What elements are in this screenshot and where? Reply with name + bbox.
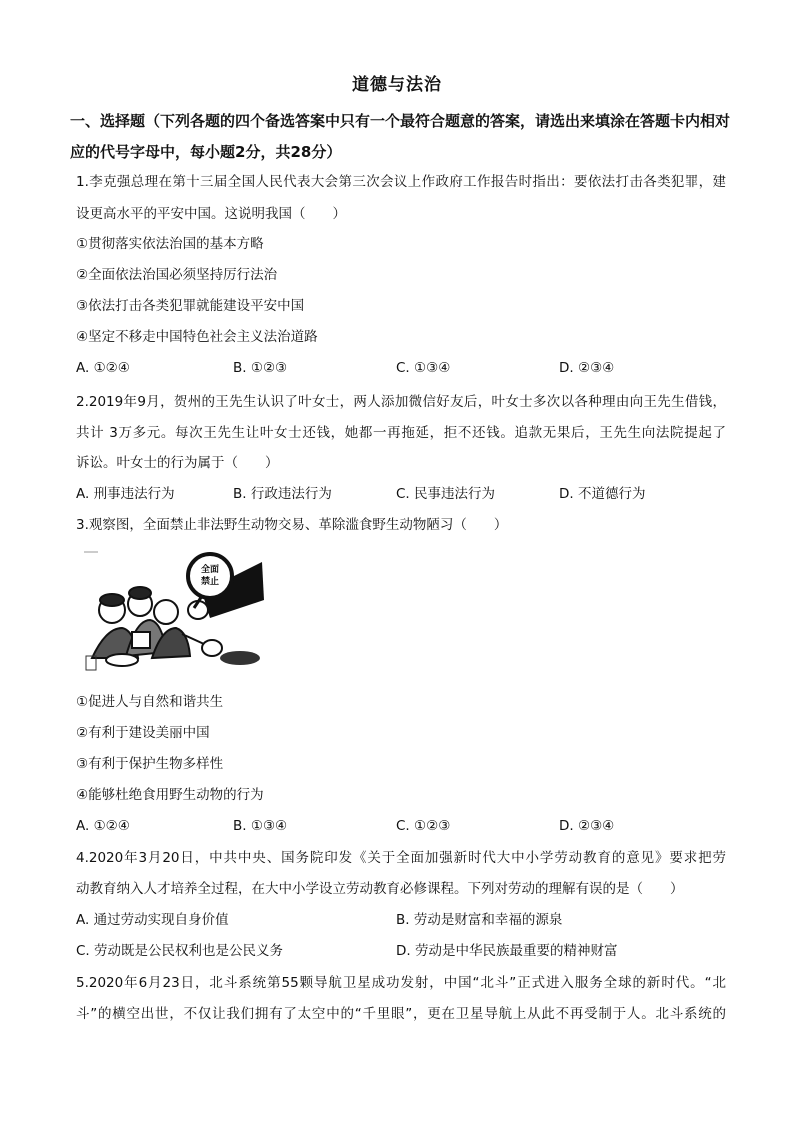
q1-statement-4: ④坚定不移走中国特色社会主义法治道路	[76, 329, 318, 345]
q2-option-d: D. 不道德行为	[559, 486, 646, 502]
q4-stem-line-1: 4.2020年3月20日，中共中央、国务院印发《关于全面加强新时代大中小学劳动教育的意见》要求把劳	[76, 850, 726, 866]
q2-stem-line-1: 2.2019年9月，贺州的王先生认识了叶女士，两人添加微信好友后，叶女士多次以各种理由向王先生借钱，	[76, 394, 726, 410]
q1-stem-line-2: 设更高水平的平安中国。这说明我国（ ）	[76, 206, 346, 222]
q3-option-b: B. ①③④	[233, 818, 288, 834]
q4-option-d: D. 劳动是中华民族最重要的精神财富	[396, 943, 618, 959]
q1-statement-2: ②全面依法治国必须坚持厉行法治	[76, 267, 278, 283]
q1-option-a: A. ①②④	[76, 360, 130, 376]
q4-option-b: B. 劳动是财富和幸福的源泉	[396, 912, 563, 928]
sign-text-line-1: 全面	[200, 565, 220, 575]
q3-option-c: C. ①②③	[396, 818, 451, 834]
q2-option-a: A. 刑事违法行为	[76, 486, 175, 502]
q2-stem-line-3: 诉讼。叶女士的行为属于（ ）	[76, 455, 279, 471]
q3-statement-2: ②有利于建设美丽中国	[76, 725, 210, 741]
q3-stem-line-1: 3.观察图，全面禁止非法野生动物交易、革除滥食野生动物陋习（ ）	[76, 517, 508, 533]
q5-stem-line-1: 5.2020年6月23日，北斗系统第55颗导航卫星成功发射，中国“北斗”正式进入服务全球的新时代。“北	[76, 975, 726, 991]
q1-statement-1: ①贯彻落实依法治国的基本方略	[76, 236, 264, 252]
q4-option-c: C. 劳动既是公民权利也是公民义务	[76, 943, 284, 959]
q4-stem-line-2: 动教育纳入人才培养全过程，在大中小学设立劳动教育必修课程。下列对劳动的理解有误的是（ ）	[76, 881, 684, 897]
q3-option-d: D. ②③④	[559, 818, 615, 834]
q2-option-b: B. 行政违法行为	[233, 486, 332, 502]
q3-option-a: A. ①②④	[76, 818, 130, 834]
q2-option-c: C. 民事违法行为	[396, 486, 496, 502]
q4-option-a: A. 通过劳动实现自身价值	[76, 912, 229, 928]
q2-stem-line-2: 共计 3万多元。每次王先生让叶女士还钱，她都一再拖延，拒不还钱。追款无果后，王先生向法院提起了	[76, 425, 726, 441]
q3-statement-1: ①促进人与自然和谐共生	[76, 694, 224, 710]
q1-statement-3: ③依法打击各类犯罪就能建设平安中国	[76, 298, 305, 314]
q1-option-c: C. ①③④	[396, 360, 451, 376]
q1-option-d: D. ②③④	[559, 360, 615, 376]
q1-stem-line-1: 1.李克强总理在第十三届全国人民代表大会第三次会议上作政府工作报告时指出：要依法打击各类犯罪，建	[76, 174, 726, 190]
page-title: 道德与法治	[352, 75, 442, 95]
cartoon-illustration	[82, 548, 268, 676]
sign-text-line-2: 禁止	[200, 577, 220, 587]
section-heading: 一、选择题（下列各题的四个备选答案中只有一个最符合题意的答案，请选出来填涂在答题卡内相对应的代号字母中，每小题2分，共28分）	[70, 112, 731, 161]
q3-statement-3: ③有利于保护生物多样性	[76, 756, 224, 772]
q3-statement-4: ④能够杜绝食用野生动物的行为	[76, 787, 264, 803]
q1-option-b: B. ①②③	[233, 360, 288, 376]
cartoon-figure	[82, 548, 268, 676]
q5-stem-line-2: 斗”的横空出世，不仅让我们拥有了太空中的“千里眼”，更在卫星导航上从此不再受制于人。北斗系统的	[76, 1006, 726, 1022]
